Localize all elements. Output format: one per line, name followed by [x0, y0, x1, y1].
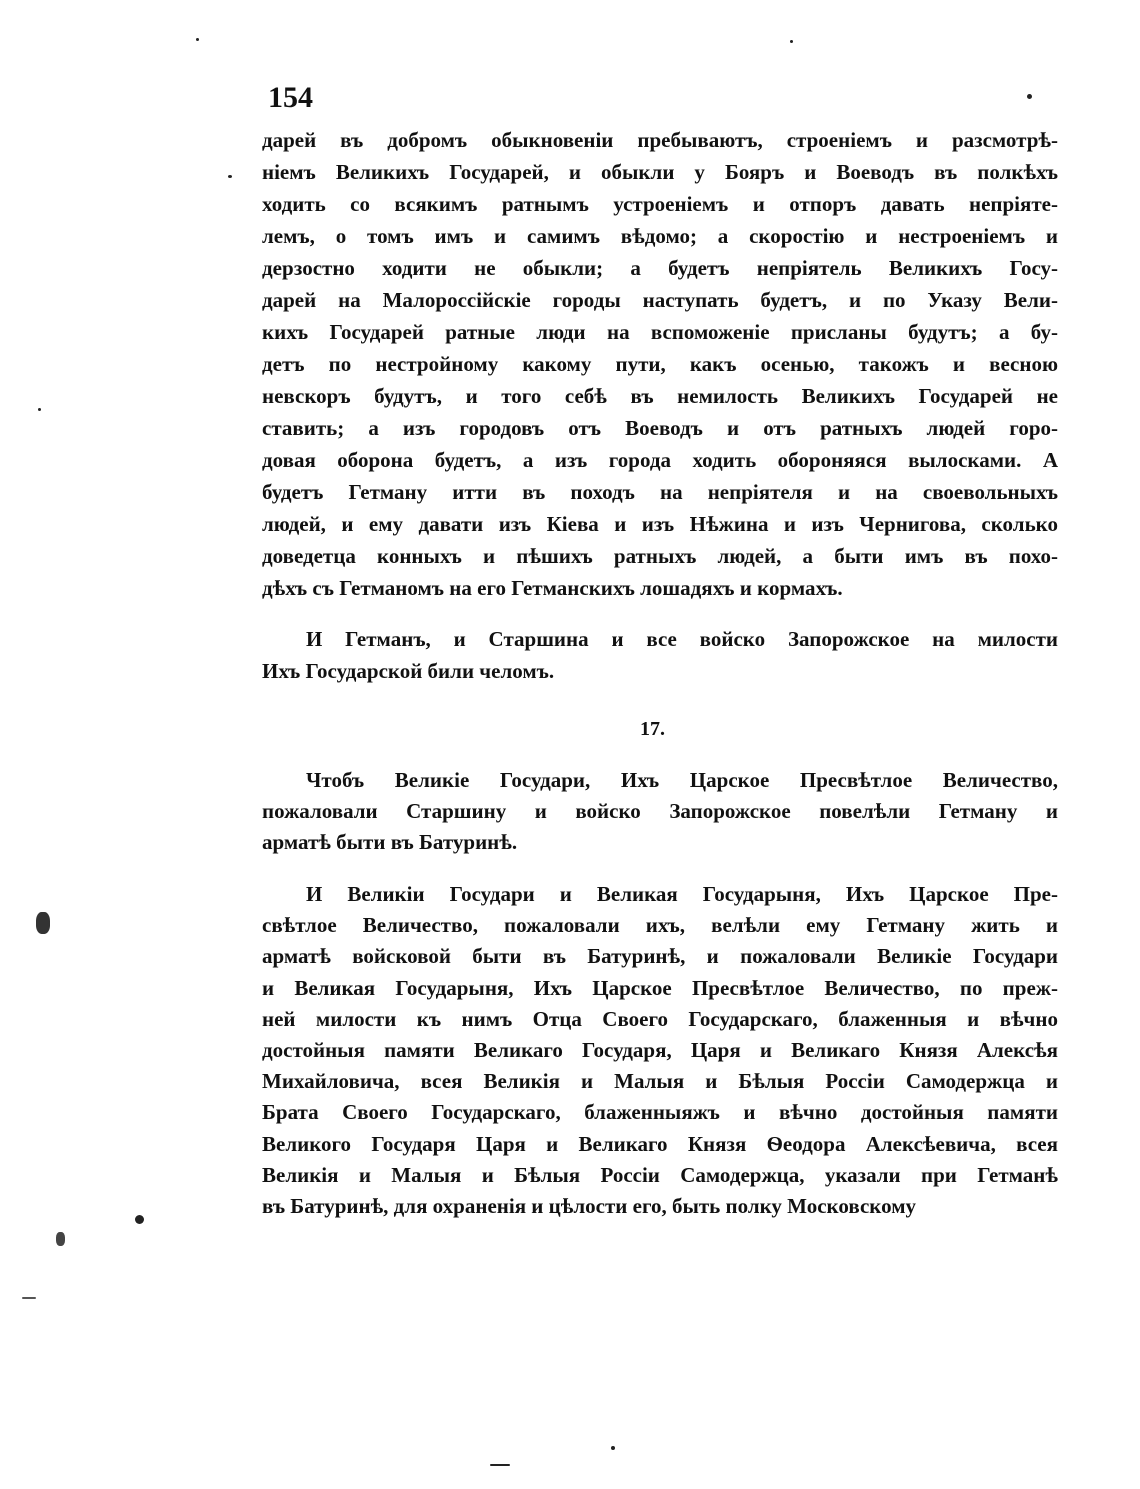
text-line: ніемъ Великихъ Государей, и обыкли у Бояръ и Воеводъ въ полкѣхъ: [262, 160, 1058, 184]
scan-speck: [56, 1232, 65, 1246]
scan-speck: [135, 1215, 144, 1224]
text-line: Ихъ Государской били челомъ.: [262, 659, 555, 683]
text-line: доведетца конныхъ и пѣшихъ ратныхъ людей, а быти имъ въ похо-: [262, 544, 1058, 568]
paragraph-3: [262, 765, 1058, 858]
scan-speck: [790, 40, 793, 43]
text-line: лемъ, о томъ имъ и самимъ вѣдомо; а скоростію и нестроеніемъ и: [262, 224, 1058, 248]
section-number: 17.: [640, 718, 665, 740]
text-line: свѣтлое Величество, пожаловали ихъ, велѣли ему Гетману жить и: [262, 913, 1058, 938]
text-line: арматѣ войсковой быти въ Батуринѣ, и пожаловали Великіе Государи: [262, 944, 1058, 969]
text-line: И Гетманъ, и Старшина и все войско Запорожское на милости: [306, 627, 1058, 651]
text-line: ходить со всякимъ ратнымъ устроеніемъ и отпоръ давать непріяте-: [262, 192, 1058, 216]
text-line: людей, и ему давати изъ Кіева и изъ Нѣжина и изъ Чернигова, сколько: [262, 512, 1058, 536]
text-line: будетъ Гетману итти въ походъ на непріятеля и на своевольныхъ: [262, 480, 1058, 504]
scan-speck: [228, 175, 232, 178]
scan-speck: [196, 38, 199, 41]
text-line: довая оборона будетъ, а изъ города ходить обороняяся вылосками. А: [262, 448, 1058, 472]
text-line: Чтобъ Великіе Государи, Ихъ Царское Пресвѣтлое Величество,: [306, 768, 1058, 792]
text-line: достойныя памяти Великаго Государя, Царя и Великаго Князя Алексѣя: [262, 1038, 1058, 1063]
text-line: дарей на Малороссійскіе городы наступать будетъ, и по Указу Вели-: [262, 288, 1058, 312]
scan-speck: [36, 912, 50, 934]
paragraph-2: [262, 623, 1058, 687]
text-line: Великія и Малыя и Бѣлыя Россіи Самодержца, указали при Гетманѣ: [262, 1162, 1058, 1187]
text-line: пожаловали Старшину и войско Запорожское повелѣли Гетману и: [262, 799, 1058, 823]
scan-speck: [22, 1297, 36, 1299]
text-line: дѣхъ съ Гетманомъ на его Гетманскихъ лошадяхъ и кормахъ.: [262, 576, 843, 600]
text-line: Брата Своего Государскаго, блаженныяжъ и вѣчно достойныя памяти: [262, 1100, 1058, 1125]
scan-speck: [38, 408, 41, 411]
text-line: дарей въ добромъ обыкновеніи пребываютъ, строеніемъ и разсмотрѣ-: [262, 128, 1058, 152]
scan-speck: [611, 1446, 615, 1450]
scan-speck: [490, 1464, 510, 1466]
text-line: въ Батуринѣ, для охраненія и цѣлости его, быть полку Московскому: [262, 1194, 916, 1219]
text-line: Великого Государя Царя и Великаго Князя Ѳеодора Алексѣевича, всея: [262, 1131, 1058, 1156]
page-number: 154: [268, 81, 313, 114]
text-line: детъ по нестройному какому пути, какъ осенью, такожъ и весною: [262, 352, 1058, 376]
scan-speck: [1027, 94, 1032, 99]
text-line: ней милости къ нимъ Отца Своего Государскаго, блаженныя и вѣчно: [262, 1006, 1058, 1031]
text-line: дерзостно ходити не обыкли; а будетъ непріятель Великихъ Госу-: [262, 256, 1058, 280]
text-line: кихъ Государей ратные люди на вспоможеніе присланы будутъ; а бу-: [262, 320, 1058, 344]
text-line: и Великая Государыня, Ихъ Царское Пресвѣтлое Величество, по преж-: [262, 975, 1058, 1000]
text-line: арматѣ быти въ Батуринѣ.: [262, 830, 518, 854]
text-line: ставить; а изъ городовъ отъ Воеводъ и отъ ратныхъ людей горо-: [262, 416, 1058, 440]
text-line: Михайловича, всея Великія и Малыя и Бѣлыя Россіи Самодержца и: [262, 1069, 1058, 1094]
text-line: невскоръ будутъ, и того себѣ въ немилость Великихъ Государей не: [262, 384, 1058, 408]
paragraph-4: [262, 879, 1058, 1222]
text-line: И Великіи Государи и Великая Государыня, Ихъ Царское Пре-: [306, 882, 1058, 906]
paragraph-1: [262, 124, 1058, 604]
